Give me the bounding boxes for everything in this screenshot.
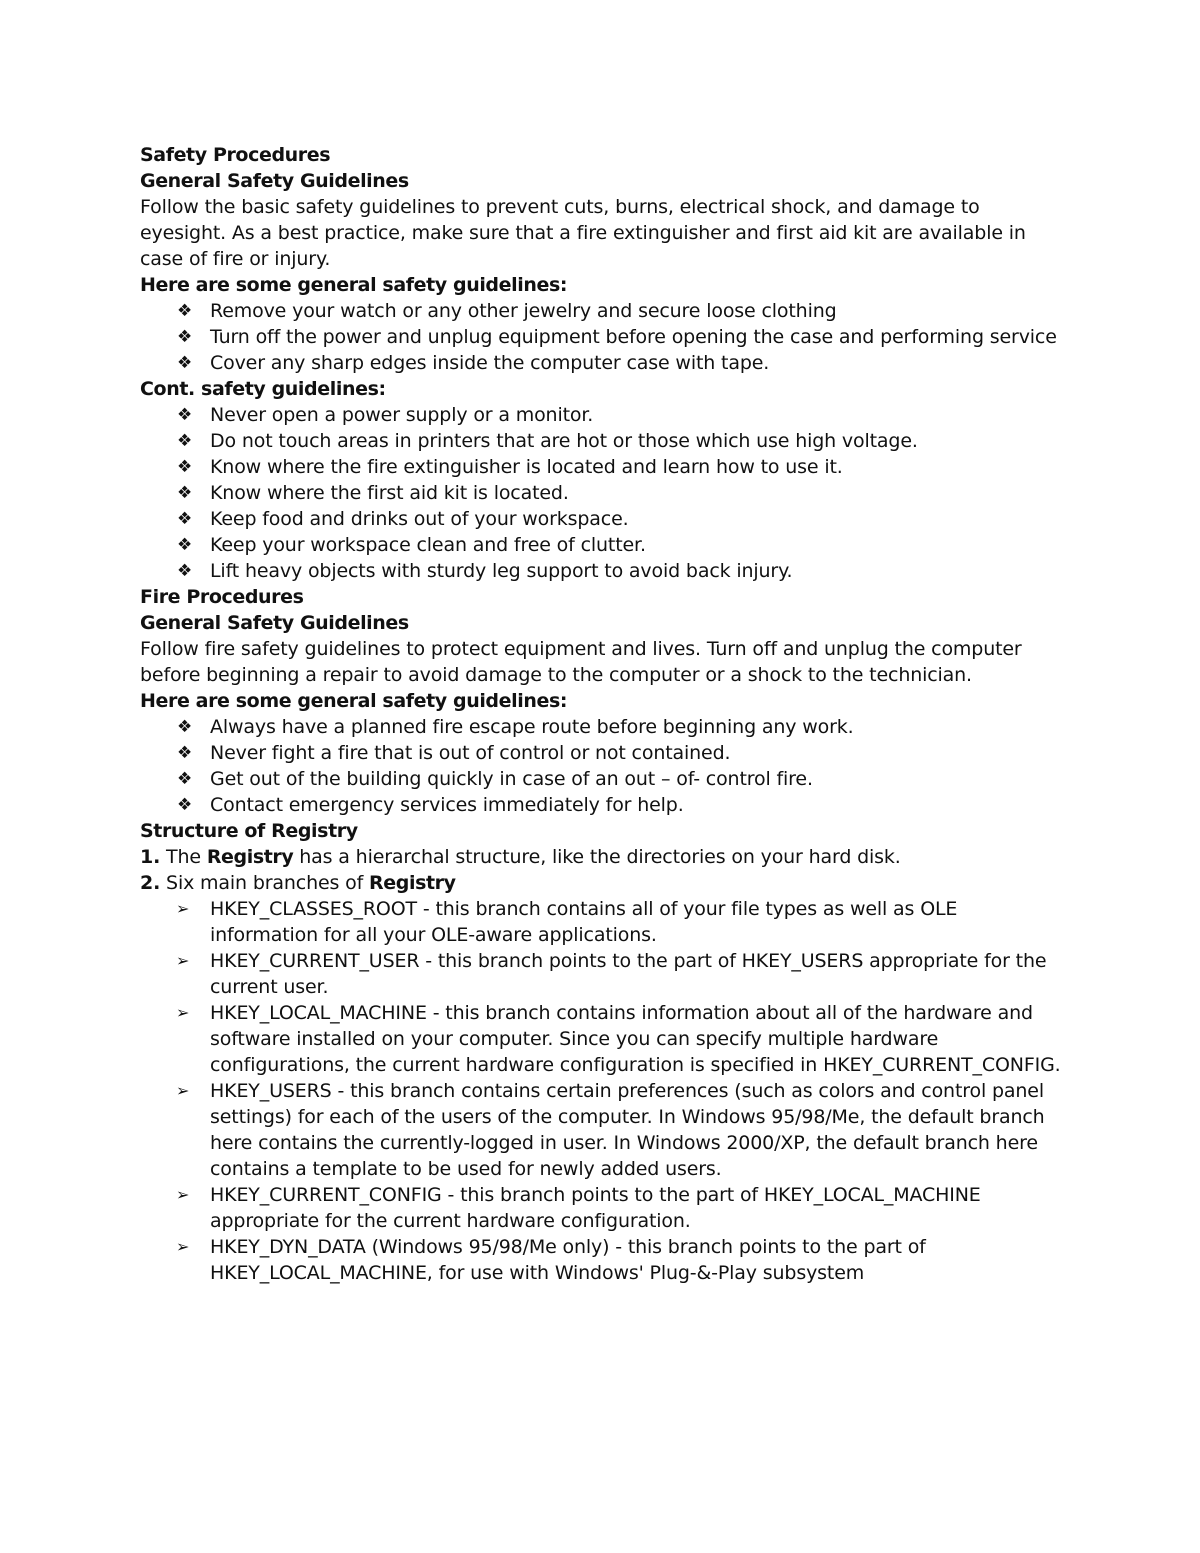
list-item-text: HKEY_CURRENT_USER - this branch points to the part of HKEY_USERS appropriate for the current user. (210, 950, 1047, 998)
arrow-bullet-icon: ➢ (176, 1003, 190, 1022)
guidelines-heading: Here are some general safety guidelines: (140, 274, 568, 296)
diamond-bullet-icon: ❖ (177, 327, 193, 347)
list-item-text: Cover any sharp edges inside the computer case with tape. (210, 352, 770, 374)
diamond-bullet-icon: ❖ (177, 405, 193, 425)
list-item-text: Never fight a fire that is out of control or not contained. (210, 742, 731, 764)
section-title-fire: Fire Procedures (140, 586, 304, 608)
item-text-bold: Registry (369, 872, 456, 894)
list-item-text: Contact emergency services immediately for help. (210, 794, 684, 816)
list-item-text: HKEY_DYN_DATA (Windows 95/98/Me only) - this branch points to the part of HKEY_LOCAL_MACHINE, for use with Windows' Plug-&-Play subsystem (210, 1236, 926, 1284)
section-title-registry: Structure of Registry (140, 820, 358, 842)
list-item (140, 428, 1070, 454)
item-text-post: has a hierarchal structure, like the directories on your hard disk. (299, 846, 901, 868)
list-item (140, 766, 1070, 792)
list-item (140, 1000, 1070, 1078)
list-item-text: Turn off the power and unplug equipment before opening the case and performing service (210, 326, 1057, 348)
list-item (140, 480, 1070, 506)
arrow-bullet-icon: ➢ (176, 1185, 190, 1204)
list-item-text: Do not touch areas in printers that are hot or those which use high voltage. (210, 430, 918, 452)
arrow-bullet-icon: ➢ (176, 1081, 190, 1100)
list-item (140, 896, 1070, 948)
list-item-text: Know where the first aid kit is located. (210, 482, 569, 504)
diamond-bullet-icon: ❖ (177, 535, 193, 555)
section-title-safety: Safety Procedures (140, 144, 331, 166)
list-item (140, 558, 1070, 584)
arrow-bullet-icon: ➢ (176, 1237, 190, 1256)
list-item-text: HKEY_USERS - this branch contains certain preferences (such as colors and control panel settings) for each of the users of the computer. In Windows 95/98/Me, the default branch here contains the currently-logged in user. In Windows 2000/XP, the default branch here contains a template to be used for newly added users. (210, 1080, 1045, 1180)
list-item-text: Keep your workspace clean and free of clutter. (210, 534, 646, 556)
list-item (140, 1234, 1070, 1286)
list-item (140, 454, 1070, 480)
diamond-bullet-icon: ❖ (177, 353, 193, 373)
list-item (140, 350, 1070, 376)
cont-guidelines-heading: Cont. safety guidelines: (140, 378, 386, 400)
diamond-bullet-icon: ❖ (177, 795, 193, 815)
list-item (140, 298, 1070, 324)
item-number: 1. (140, 846, 161, 868)
registry-numbered-item-1 (140, 844, 1070, 870)
list-item (140, 792, 1070, 818)
list-item (140, 402, 1070, 428)
diamond-bullet-icon: ❖ (177, 717, 193, 737)
list-item (140, 948, 1070, 1000)
general-intro-paragraph: Follow the basic safety guidelines to prevent cuts, burns, electrical shock, and damage to eyesight. As a best practice, make sure that a fire extinguisher and first aid kit are available in case of fire or injury. (140, 196, 1026, 270)
item-text-pre: The (166, 846, 201, 868)
fire-guidelines-list (140, 714, 1070, 818)
diamond-bullet-icon: ❖ (177, 301, 193, 321)
list-item (140, 532, 1070, 558)
item-number: 2. (140, 872, 161, 894)
item-text-pre: Six main branches of (166, 872, 364, 894)
registry-branches-list (140, 896, 1070, 1286)
list-item-text: Remove your watch or any other jewelry and secure loose clothing (210, 300, 837, 322)
diamond-bullet-icon: ❖ (177, 743, 193, 763)
item-text-bold: Registry (206, 846, 294, 868)
diamond-bullet-icon: ❖ (177, 483, 193, 503)
document-page (140, 142, 1070, 1286)
list-item-text: Never open a power supply or a monitor. (210, 404, 594, 426)
list-item-text: Get out of the building quickly in case of an out – of- control fire. (210, 768, 813, 790)
registry-numbered-item-2 (140, 870, 1070, 896)
fire-guidelines-heading: Here are some general safety guidelines: (140, 690, 568, 712)
list-item (140, 1078, 1070, 1182)
cont-guidelines-list (140, 402, 1070, 584)
diamond-bullet-icon: ❖ (177, 769, 193, 789)
arrow-bullet-icon: ➢ (176, 951, 190, 970)
list-item-text: Know where the fire extinguisher is located and learn how to use it. (210, 456, 843, 478)
guidelines-list (140, 298, 1070, 376)
diamond-bullet-icon: ❖ (177, 561, 193, 581)
list-item-text: HKEY_LOCAL_MACHINE - this branch contains information about all of the hardware and software installed on your computer. Since you can specify multiple hardware configurations, the current hardware configuration is specified in HKEY_CURRENT_CONFIG. (210, 1002, 1061, 1076)
diamond-bullet-icon: ❖ (177, 457, 193, 477)
list-item (140, 506, 1070, 532)
list-item (140, 324, 1070, 350)
list-item (140, 714, 1070, 740)
diamond-bullet-icon: ❖ (177, 431, 193, 451)
general-guidelines-heading: General Safety Guidelines (140, 170, 409, 192)
diamond-bullet-icon: ❖ (177, 509, 193, 529)
arrow-bullet-icon: ➢ (176, 899, 190, 918)
list-item-text: HKEY_CURRENT_CONFIG - this branch points to the part of HKEY_LOCAL_MACHINE appropriate for the current hardware configuration. (210, 1184, 981, 1232)
list-item (140, 1182, 1070, 1234)
list-item-text: Keep food and drinks out of your workspace. (210, 508, 629, 530)
list-item-text: Always have a planned fire escape route before beginning any work. (210, 716, 854, 738)
list-item-text: Lift heavy objects with sturdy leg support to avoid back injury. (210, 560, 793, 582)
fire-intro-paragraph: Follow fire safety guidelines to protect equipment and lives. Turn off and unplug the computer before beginning a repair to avoid damage to the computer or a shock to the technician. (140, 638, 1022, 686)
list-item-text: HKEY_CLASSES_ROOT - this branch contains all of your file types as well as OLE information for all your OLE-aware applications. (210, 898, 958, 946)
fire-general-heading: General Safety Guidelines (140, 612, 409, 634)
list-item (140, 740, 1070, 766)
